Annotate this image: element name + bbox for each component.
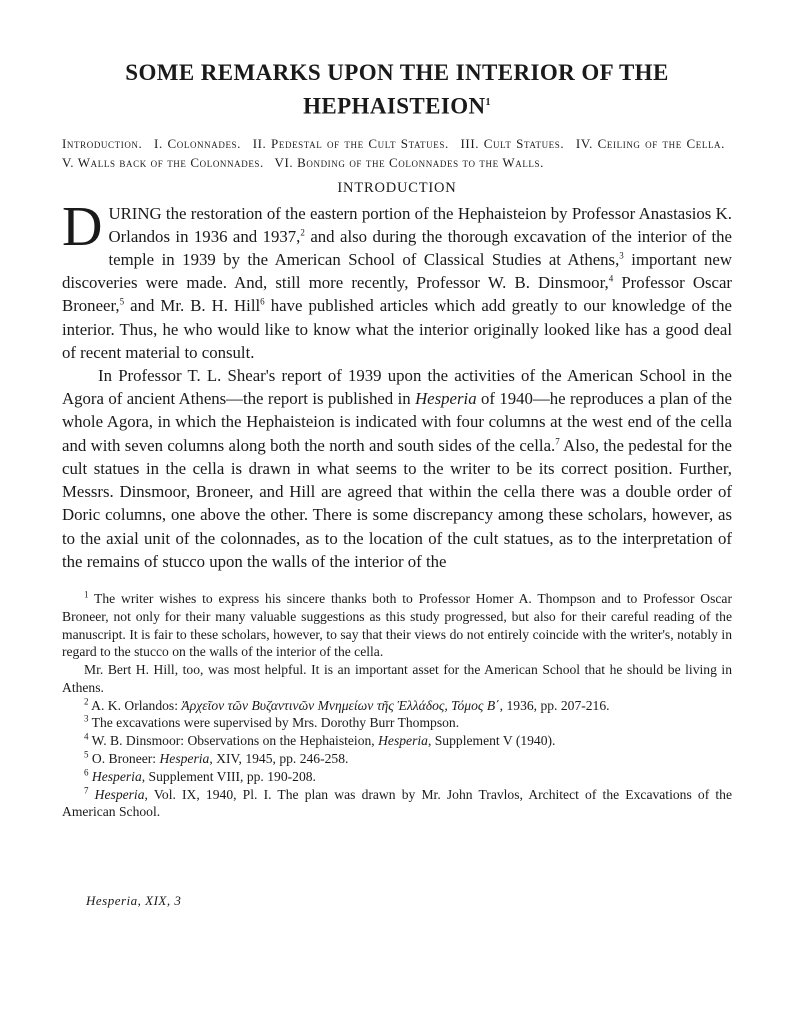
footnote-ref: 7 (555, 436, 560, 447)
footnote-7 (62, 786, 732, 822)
journal-title: Hesperia (415, 389, 477, 409)
title-footnote-ref: 1 (485, 97, 491, 108)
footnote-number: 5 (84, 749, 89, 760)
footnote-ref: 5 (119, 296, 125, 307)
footnote-1-continued (62, 661, 732, 697)
text-run: The excavations were supervised by Mrs. Dorothy Burr Thompson. (88, 715, 460, 731)
footnote-ref: 6 (260, 296, 265, 307)
article-title (62, 58, 732, 122)
article-page (62, 58, 732, 821)
footnote-ref: 4 (608, 273, 614, 284)
footnote-number: 1 (84, 589, 89, 600)
text-run: , Supplement VIII, pp. 190-208. (141, 768, 316, 784)
text-run: O. Broneer: (88, 751, 160, 767)
footnote-ref: 3 (619, 250, 624, 261)
journal-title: Hesperia (91, 768, 142, 784)
footnote-number: 4 (84, 731, 89, 742)
footnote-3 (62, 714, 732, 732)
text-run: of 1940—he reproduces a plan of the whole Agora, in which the Hephaisteion is indicated with four columns at the west end of the cella and with seven columns along both the north and south sides of the cella. (62, 389, 733, 455)
section-heading: INTRODUCTION (337, 179, 457, 196)
text-run: Professor Oscar Broneer, (62, 273, 733, 316)
journal-title: Hesperia (94, 786, 145, 802)
text-run: Also, the pedestal for the cult statues in the cella is drawn in what seems to the writer to be its correct position. Further, Messrs. Dinsmoor, Broneer, and Hill are agreed that within the cella there was a double order of Doric columns, one above the other. There is some discrepancy among these scholars, however, as to the axial unit of the colonnades, as to the location of the cult statues, as to the interpretation of the remains of stucco upon the walls of the interior of the (62, 435, 732, 571)
toc-item: Introduction. (62, 135, 143, 151)
footnote-number: 2 (84, 696, 89, 707)
toc-item: III. Cult Statues. (460, 135, 565, 151)
footnote-6 (62, 768, 732, 786)
journal-footer: Hesperia, XIX, 3 (86, 893, 182, 908)
footnote-number: 6 (84, 767, 89, 778)
toc-item: VI. Bonding of the Colonnades to the Walls. (274, 154, 544, 170)
footnote-5 (62, 750, 732, 768)
journal-title: Hesperia (159, 751, 210, 767)
text-run: In Professor T. L. Shear's report of 1939 upon the activities of the American School in the Agora of ancient Athens—the report is published in (62, 366, 732, 409)
paragraph-2 (62, 364, 732, 573)
text-run: and Mr. B. H. Hill (124, 296, 261, 316)
table-of-contents (62, 134, 732, 172)
text-run: , Supplement V (1940). (427, 733, 556, 749)
text-run: The writer wishes to express his sincere thanks both to Professor Homer A. Thompson and to Professor Oscar Broneer, not only for their many valuable suggestions as this study progressed, but also for their careful reading of the manuscript. It is fair to these scholars, however, to say that their views do not entirely coincide with the writer's, notably in regard to the stucco on the walls of the interior of the cella. (62, 590, 732, 660)
text-run: , Vol. IX, 1940, Pl. I. The plan was drawn by Mr. John Travlos, Architect of the Excavations of the American School. (62, 786, 732, 820)
journal-title: Hesperia (378, 733, 428, 749)
footnote-4 (62, 732, 732, 750)
greek-title: Ἀρχεῖον τῶν Βυζαντινῶν Μνημείων τῆς Ἑλλάδος, Τόμος Β΄ (181, 697, 500, 713)
footnote-2 (62, 697, 732, 715)
paragraph-1 (62, 195, 733, 364)
footnote-ref: 2 (300, 227, 305, 238)
toc-item: II. Pedestal of the Cult Statues. (252, 135, 449, 151)
text-run: Mr. Bert H. Hill, too, was most helpful. It is an important asset for the American School that he should be living in Athens. (62, 662, 732, 695)
text-run: important new discoveries were made. And, still more recently, Professor W. B. Dinsmoor, (62, 250, 732, 293)
footnote-number: 3 (84, 713, 89, 724)
text-run: and also during the thorough excavation of the interior of the temple in 1939 by the American School of Classical Studies at Athens, (108, 226, 733, 270)
drop-cap: D (62, 195, 103, 258)
text-run: A. K. Orlandos: (88, 697, 182, 713)
text-run: have published articles which add greatly to our knowledge of the interior. Thus, he who would like to know what the interior originally looked like has a good deal of recent material to consult. (62, 296, 733, 362)
toc-item: I. Colonnades. (154, 135, 242, 151)
footnotes (62, 590, 732, 821)
text-run: W. B. Dinsmoor: Observations on the Hephaisteion, (88, 733, 379, 749)
text-run: , XIV, 1945, pp. 246-258. (209, 751, 349, 767)
footnote-number: 7 (84, 785, 89, 796)
toc-item: IV. Ceiling of the Cella. (575, 135, 726, 151)
text-run: , 1936, pp. 207-216. (499, 697, 610, 713)
footnote-1 (62, 590, 732, 661)
body-text (62, 195, 733, 573)
title-text: SOME REMARKS UPON THE INTERIOR OF THE HEPHAISTEION (125, 60, 669, 119)
text-run: URING the restoration of the eastern portion of the Hephaisteion by Professor Anastasios K. Orlandos in 1936 and 1937, (108, 203, 732, 246)
toc-item: V. Walls back of the Colonnades. (62, 154, 264, 170)
